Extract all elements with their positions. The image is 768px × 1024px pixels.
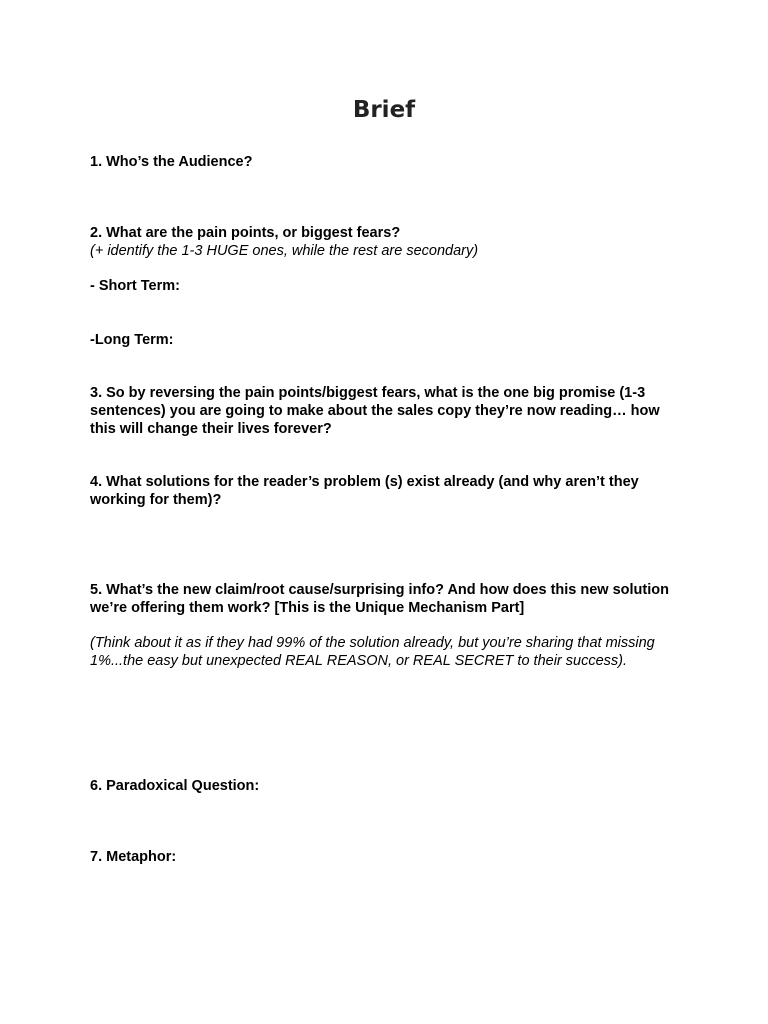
question-unique-mechanism: 5. What’s the new claim/root cause/surprising info? And how does this new solution we’re offering them work? [This is the Unique Mechanism Part] bbox=[90, 582, 669, 616]
question-big-promise: 3. So by reversing the pain points/biggest fears, what is the one big promise (1-3 sentences) you are going to make about the sales copy they’re now reading… how this will change their lives forever? bbox=[90, 385, 660, 437]
short-term-label: - Short Term: bbox=[90, 278, 180, 294]
question-audience: 1. Who’s the Audience? bbox=[90, 154, 253, 170]
question-metaphor: 7. Metaphor: bbox=[90, 849, 177, 865]
question-paradoxical: 6. Paradoxical Question: bbox=[90, 778, 260, 794]
pain-points-note: (+ identify the 1-3 HUGE ones, while the rest are secondary) bbox=[90, 243, 479, 259]
long-term-label: -Long Term: bbox=[90, 332, 174, 348]
document-title: Brief bbox=[352, 97, 416, 123]
question-existing-solutions: 4. What solutions for the reader’s problem (s) exist already (and why aren’t they working for them)? bbox=[90, 474, 639, 508]
unique-mechanism-note: (Think about it as if they had 99% of the solution already, but you’re sharing that missing 1%...the easy but unexpected REAL REASON, or REAL SECRET to their success). bbox=[90, 635, 655, 669]
question-pain-points: 2. What are the pain points, or biggest fears? bbox=[90, 225, 401, 241]
